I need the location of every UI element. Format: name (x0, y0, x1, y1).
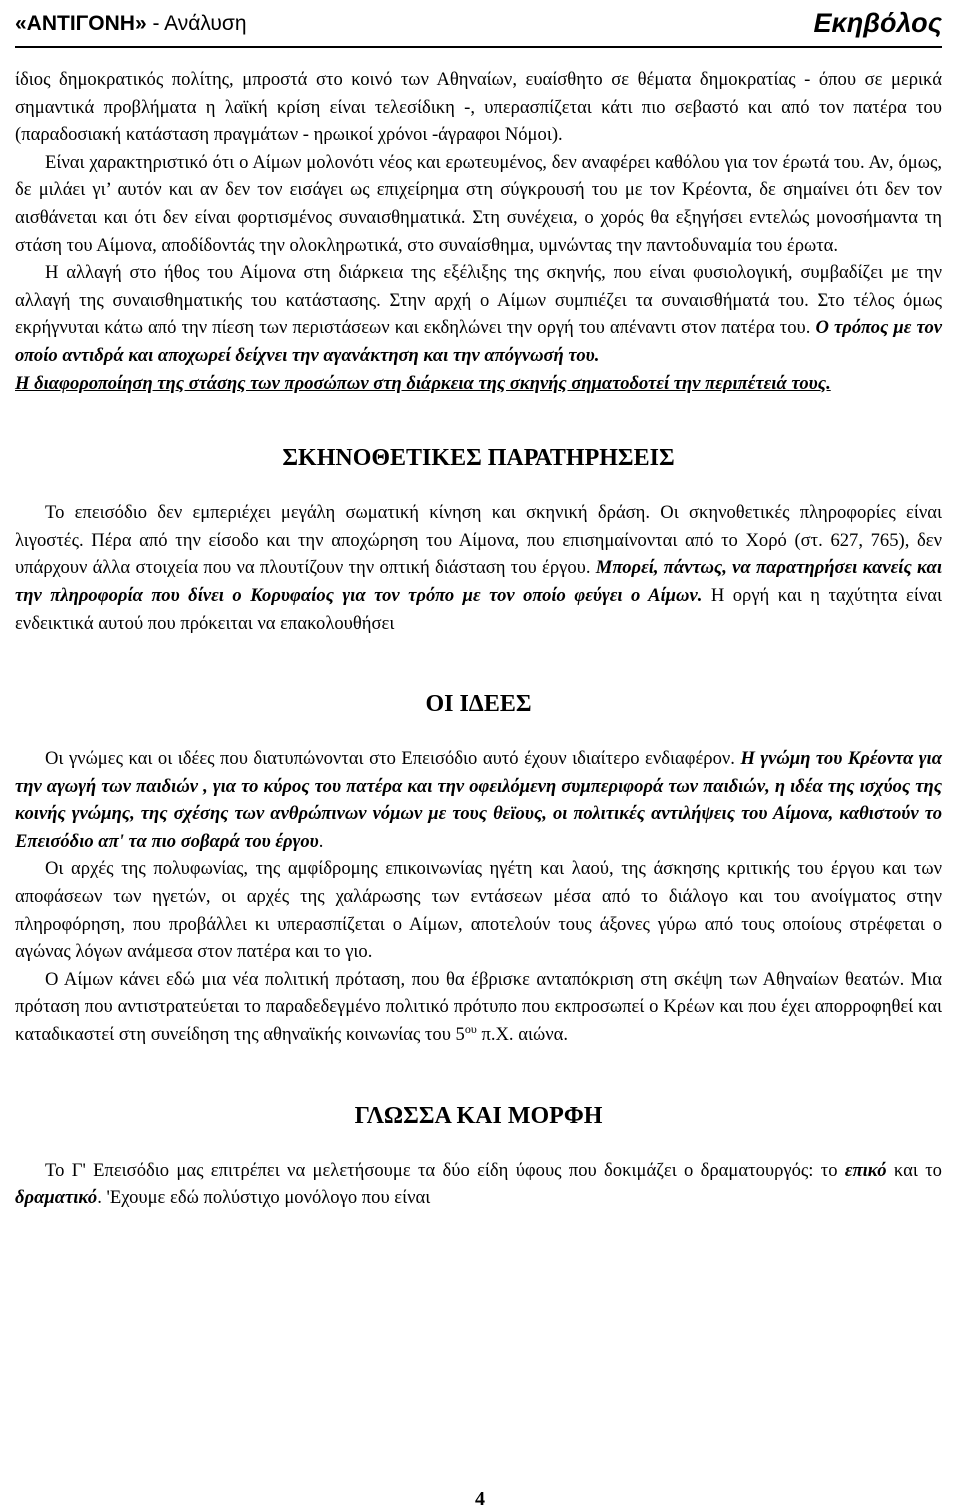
page-header (15, 4, 942, 48)
paragraph-text: Η αλλαγή στο ήθος του Αίμονα στη διάρκεια της εξέλιξης της σκηνής, που είναι φυσιολογική, συμβαδίζει με την αλλαγή της συναισθηματικής του κατάστασης. Στην αρχή ο Αίμων συμπιέζει τα συναισθήματά του. Στο τέλος όμως εκρήγνυται κάτω από την πίεση των περιστάσεων και εκδηλώνει την οργή του απέναντι στον πατέρα του. (15, 262, 942, 339)
paragraph (15, 499, 942, 637)
title-quoted: «ΑΝΤΙΓΟΝΗ» (15, 12, 147, 35)
section-heading-ideas: ΟΙ ΙΔΕΕΣ (425, 691, 532, 718)
publisher-name: Εκηβόλος (813, 8, 942, 38)
paragraph-text: Το επεισόδιο δεν εμπεριέχει μεγάλη σωματική κίνηση και σκηνική δράση. Οι σκηνοθετικές πληροφορίες είναι λιγοστές. Πέρα από την είσοδο και την αποχώρηση του Αίμονα, που επισημαίνονται από το Χορό (στ. 627, 765), δεν υπάρχουν άλλα στοιχεία που να πλουτίζουν την οπτική διάσταση του έργου. (15, 502, 942, 579)
paragraph (15, 370, 942, 398)
paragraph (15, 259, 942, 369)
paragraph-text: π.Χ. αιώνα. (476, 1024, 569, 1046)
emphasis-text: Ο τρόπος με τον οποίο αντιδρά και αποχωρεί δείχνει την αγανάκτηση και την απόγνωσή του. (15, 317, 943, 366)
title-rest: - Ανάλυση (146, 12, 247, 35)
section-heading-stage-notes: ΣΚΗΝΟΘΕΤΙΚΕΣ ΠΑΡΑΤΗΡΗΣΕΙΣ (282, 445, 675, 472)
superscript: ου (464, 1021, 477, 1036)
document-title (15, 12, 247, 36)
emphasis-text: Η γνώμη του Κρέοντα για την αγωγή των παιδιών , για το κύρος του πατέρα και την οφειλόμενη συμπεριφορά των παιδιών, η ιδέα της ισχύος της κοινής γνώμης, της σχέσης των ανθρώπινων νόμων με τους θεϊους, οι πολιτικές αντιλήψεις του Αίμονα, καθιστούν το Επεισόδιο απ' τα πιο σοβαρά του έργου (15, 748, 942, 852)
paragraph-text: και το (886, 1159, 942, 1181)
paragraph: Οι αρχές της πολυφωνίας, της αμφίδρομης επικοινωνίας ηγέτη και λαού, της άσκησης κριτικής του έργου και των αποφάσεων των ηγετών, οι αρχές της χαλάρωσης των εντάσεων μέσα από το διάλογο και του ανοίγματος στην πληροφόρηση, που προβάλλει κι υπερασπίζεται ο Αίμων, αποτελούν τους άξονες γύρω από τους οποίους στρέφεται ο αγώνας λόγων ανάμεσα στον πατέρα και το γιο. (15, 858, 942, 963)
emphasis-underlined-text: Η διαφοροποίηση της στάσης των προσώπων στη διάρκεια της σκηνής σηματοδοτεί την περιπέτειά τους. (15, 372, 831, 394)
paragraph: Είναι χαρακτηριστικό ότι ο Αίμων μολονότι νέος και ερωτευμένος, δεν αναφέρει καθόλου για τον έρωτά του. Αν, όμως, δε μιλάει γι’ αυτόν και αν δεν τον εισάγει ως επιχείρημα στη σύγκρουσή του με τον Κρέοντα, δε σημαίνει ότι δεν τον αισθάνεται και ότι δεν είναι φορτισμένος συναισθηματικά. Στη συνέχεια, ο χορός θα εξηγήσει εντελώς μονοσήμαντα τη στάση του Αίμονα, αποδίδοντάς την ολοκληρωτικά, στο συναίσθημα, υμνώντας την παντοδυναμία του έρωτα. (15, 151, 942, 256)
paragraph: ίδιος δημοκρατικός πολίτης, μπροστά στο κοινό των Αθηναίων, ευαίσθητο σε θέματα δημοκρατίας - όπου σε μερικά σημαντικά προβλήματα η λαϊκή κρίση είναι τελεσίδικη -, υπερασπίζεται κάτι πιο σεβαστό και από τον πατέρα του (παραδοσιακή κατάσταση πραγμάτων - ηρωικοί χρόνοι -άγραφοι Νόμοι). (15, 69, 942, 146)
paragraph-text: Το Γ' Επεισόδιο μας επιτρέπει να μελετήσουμε τα δύο είδη ύφους που δοκιμάζει ο δραματουργός: το (45, 1159, 845, 1181)
paragraph-text: Ο Αίμων κάνει εδώ μια νέα πολιτική πρόταση, που θα έβρισκε ανταπόκριση στη σκέψη των Αθηναίων θεατών. Μια πρόταση που αντιστρατεύεται το παραδεδεγμένο πολιτικό πρότυπο που εκπροσωπεί ο Κρέων και που έχει απορροφηθεί και καταδικαστεί στη συνείδηση της αθηναϊκής κοινωνίας του 5 (15, 968, 942, 1046)
paragraph (15, 966, 942, 1049)
emphasis-text: δραματικό (15, 1187, 98, 1209)
paragraph (15, 745, 942, 855)
emphasis-text: Μπορεί, πάντως, να παρατηρήσει κανείς και την πληροφορία που δίνει ο Κορυφαίος για τον τρόπο με τον οποίο φεύγει ο Αίμων. (15, 557, 942, 606)
paragraph-text: Η οργή και η ταχύτητα είναι ενδεικτικά αυτού που πρόκειται να επακολουθήσει (15, 584, 942, 634)
paragraph-text: . 'Εχουμε εδώ πολύστιχο μονόλογο που είναι (97, 1187, 431, 1209)
page-number: 4 (475, 1488, 485, 1510)
emphasis-text: επικό (844, 1159, 887, 1181)
paragraph (15, 1157, 942, 1212)
page-content (15, 66, 942, 1212)
section-heading-language-form: ΓΛΩΣΣΑ ΚΑΙ ΜΟΡΦΗ (354, 1102, 603, 1129)
paragraph-text: Οι γνώμες και οι ιδέες που διατυπώνονται στο Επεισόδιο αυτό έχουν ιδιαίτερο ενδιαφέρον. (45, 748, 741, 770)
paragraph-text: . (318, 830, 324, 852)
